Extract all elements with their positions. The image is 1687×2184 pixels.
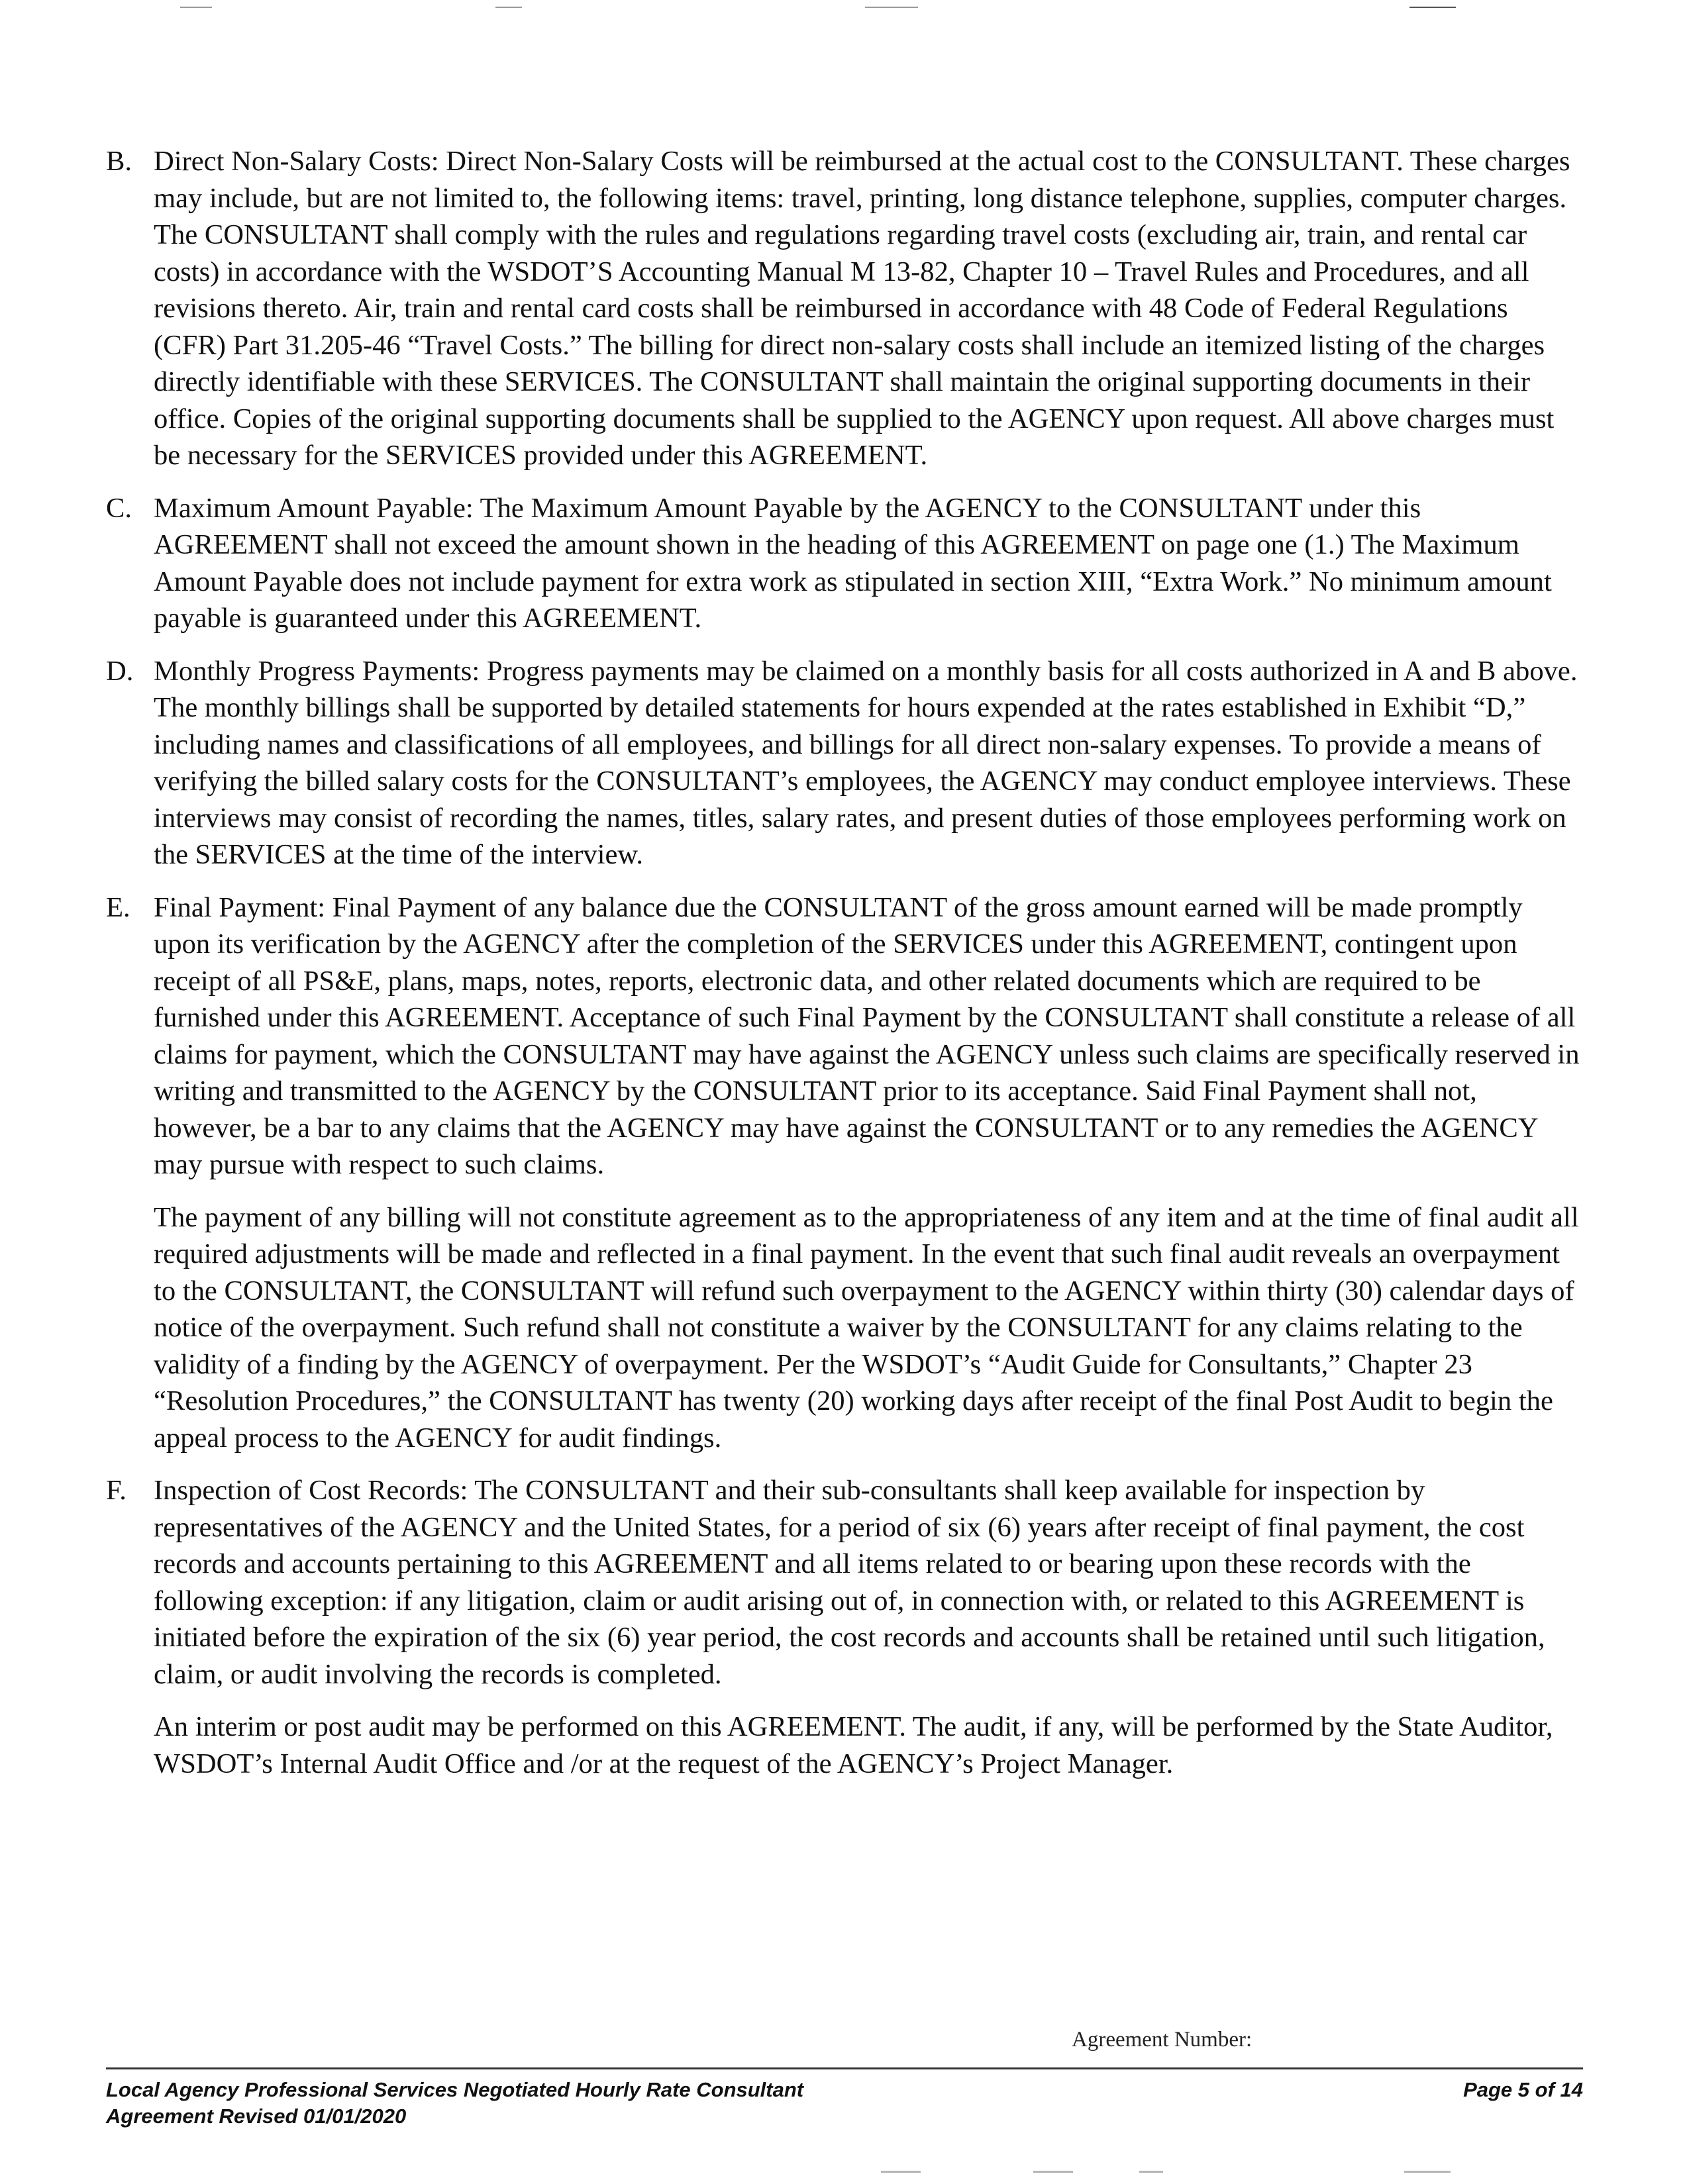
scan-mark	[1033, 2171, 1073, 2173]
section-paragraph: The payment of any billing will not constitute agreement as to the appropriateness of any item and at the time of final audit all required adjustments will be made and reflected in a final payment. In the event that such final audit reveals an overpayment to the CONSULTANT, the CONSULTANT will refund such overpayment to the AGENCY within thirty (30) calendar days of notice of the overpayment. Such refund shall not constitute a waiver by the CONSULTANT for any claims relating to the validity of a finding by the AGENCY of overpayment. Per the WSDOT’s “Audit Guide for Consultants,” Chapter 23 “Resolution Procedures,” the CONSULTANT has twenty (20) working days after receipt of the final Post Audit to begin the appeal process to the AGENCY for audit findings.	[154, 1201, 1579, 1454]
footer-title	[106, 2077, 1099, 2130]
scan-artifacts-bottom	[0, 2165, 1687, 2179]
scan-mark	[881, 2171, 921, 2173]
section-letter: B.	[106, 146, 132, 177]
scan-mark	[865, 7, 918, 8]
agreement-number-label: Agreement Number:	[1072, 2028, 1252, 2052]
section-paragraph: An interim or post audit may be performed on this AGREEMENT. The audit, if any, will be performed by the State Auditor, WSDOT’s Internal Audit Office and /or at the request of the AGENCY’s Project Manager.	[154, 1711, 1553, 1779]
scan-mark	[1409, 7, 1456, 8]
section-paragraph: Maximum Amount Payable: The Maximum Amount Payable by the AGENCY to the CONSULTANT under this AGREEMENT shall not exceed the amount shown in the heading of this AGREEMENT on page one (1.) The Maximum Amount Payable does not include payment for extra work as stipulated in section XIII, “Extra Work.” No minimum amount payable is guaranteed under this AGREEMENT.	[154, 492, 1552, 634]
section-f	[106, 1472, 1583, 1782]
section-letter: D.	[106, 655, 134, 687]
section-c	[106, 490, 1583, 637]
footer-title-line1: Local Agency Professional Services Negotiated Hourly Rate Consultant	[106, 2078, 804, 2101]
section-d	[106, 653, 1583, 873]
section-b	[106, 143, 1583, 474]
document-body	[106, 143, 1583, 1798]
section-letter: C.	[106, 492, 132, 524]
section-paragraph: Monthly Progress Payments: Progress payments may be claimed on a monthly basis for all costs authorized in A and B above. The monthly billings shall be supported by detailed statements for hours expended at the rates established in Exhibit “D,” including names and classifications of all employees, and billings for all direct non-salary expenses. To provide a means of verifying the billed salary costs for the CONSULTANT’s employees, the AGENCY may conduct employee interviews. These interviews may consist of recording the names, titles, salary rates, and present duties of those employees performing work on the SERVICES at the time of the interview.	[154, 655, 1578, 870]
scan-mark	[495, 7, 522, 8]
scan-artifacts-top	[0, 0, 1687, 20]
section-paragraph: Inspection of Cost Records: The CONSULTANT and their sub-consultants shall keep available for inspection by representatives of the AGENCY and the United States, for a period of six (6) years after receipt of final payment, the cost records and accounts pertaining to this AGREEMENT and all items related to or bearing upon these records with the following exception: if any litigation, claim or audit arising out of, in connection with, or related to this AGREEMENT is initiated before the expiration of the six (6) year period, the cost records and accounts shall be retained until such litigation, claim, or audit involving the records is completed.	[154, 1475, 1545, 1690]
footer-title-line2: Agreement Revised 01/01/2020	[106, 2105, 407, 2128]
section-e	[106, 889, 1583, 1457]
scan-mark	[1139, 2171, 1163, 2173]
section-paragraph: Direct Non-Salary Costs: Direct Non-Salary Costs will be reimbursed at the actual cost to the CONSULTANT. These charges may include, but are not limited to, the following items: travel, printing, long distance telephone, supplies, computer charges. The CONSULTANT shall comply with the rules and regulations regarding travel costs (excluding air, train, and rental car costs) in accordance with the WSDOT’S Accounting Manual M 13-82, Chapter 10 – Travel Rules and Procedures, and all revisions thereto. Air, train and rental card costs shall be reimbursed in accordance with 48 Code of Federal Regulations (CFR) Part 31.205-46 “Travel Costs.” The billing for direct non-salary costs shall include an itemized listing of the charges directly identifiable with these SERVICES. The CONSULTANT shall maintain the original supporting documents in their office. Copies of the original supporting documents shall be supplied to the AGENCY upon request. All above charges must be necessary for the SERVICES provided under this AGREEMENT.	[154, 146, 1570, 471]
scan-mark	[180, 7, 212, 8]
footer-divider	[106, 2067, 1583, 2069]
section-letter: E.	[106, 891, 130, 923]
page-number: Page 5 of 14	[1463, 2078, 1583, 2101]
section-letter: F.	[106, 1475, 127, 1506]
section-paragraph: Final Payment: Final Payment of any balance due the CONSULTANT of the gross amount earned will be made promptly upon its verification by the AGENCY after the completion of the SERVICES under this AGREEMENT, contingent upon receipt of all PS&E, plans, maps, notes, reports, electronic data, and other related documents which are required to be furnished under this AGREEMENT. Acceptance of such Final Payment by the CONSULTANT shall constitute a release of all claims for payment, which the CONSULTANT may have against the AGENCY unless such claims are specifically reserved in writing and transmitted to the AGENCY by the CONSULTANT prior to its acceptance. Said Final Payment shall not, however, be a bar to any claims that the AGENCY may have against the CONSULTANT or to any remedies the AGENCY may pursue with respect to such claims.	[154, 891, 1580, 1180]
scan-mark	[1404, 2171, 1451, 2173]
